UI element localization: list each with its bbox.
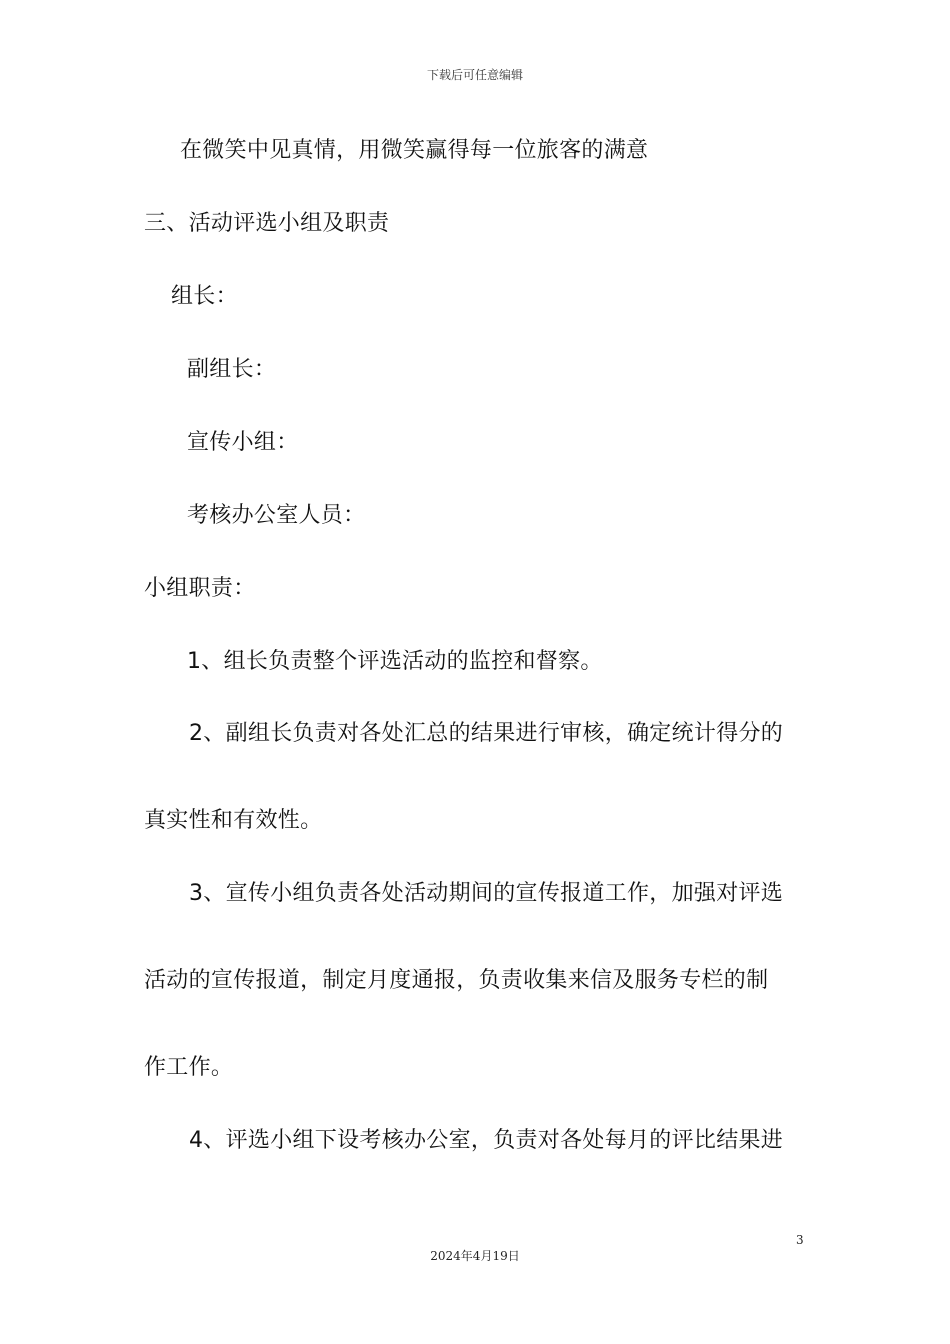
paragraph-line: 1、组长负责整个评选活动的监控和督察。 — [187, 649, 603, 674]
paragraph-line: 2、副组长负责对各处汇总的结果进行审核，确定统计得分的 — [189, 721, 784, 746]
paragraph-line: 活动的宣传报道，制定月度通报，负责收集来信及服务专栏的制 — [144, 968, 769, 993]
paragraph-line: 小组职责： — [144, 576, 256, 601]
paragraph-line: 组长： — [171, 284, 238, 309]
paragraph-line: 4、评选小组下设考核办公室，负责对各处每月的评比结果进 — [189, 1128, 784, 1153]
paragraph-line: 宣传小组： — [187, 430, 299, 455]
paragraph-line: 3、宣传小组负责各处活动期间的宣传报道工作，加强对评选 — [189, 881, 784, 906]
paragraph-line: 真实性和有效性。 — [144, 808, 323, 833]
paragraph-line: 考核办公室人员： — [187, 503, 366, 528]
paragraph-line: 作工作。 — [144, 1055, 234, 1080]
section-heading: 三、活动评选小组及职责 — [144, 211, 390, 236]
paragraph-line: 在微笑中见真情，用微笑赢得每一位旅客的满意 — [180, 138, 649, 163]
footer-date: 2024年4月19日 — [430, 1249, 520, 1263]
page-header-note: 下载后可任意编辑 — [426, 68, 523, 82]
paragraph-line: 副组长： — [187, 357, 277, 382]
page-number: 3 — [796, 1233, 804, 1247]
